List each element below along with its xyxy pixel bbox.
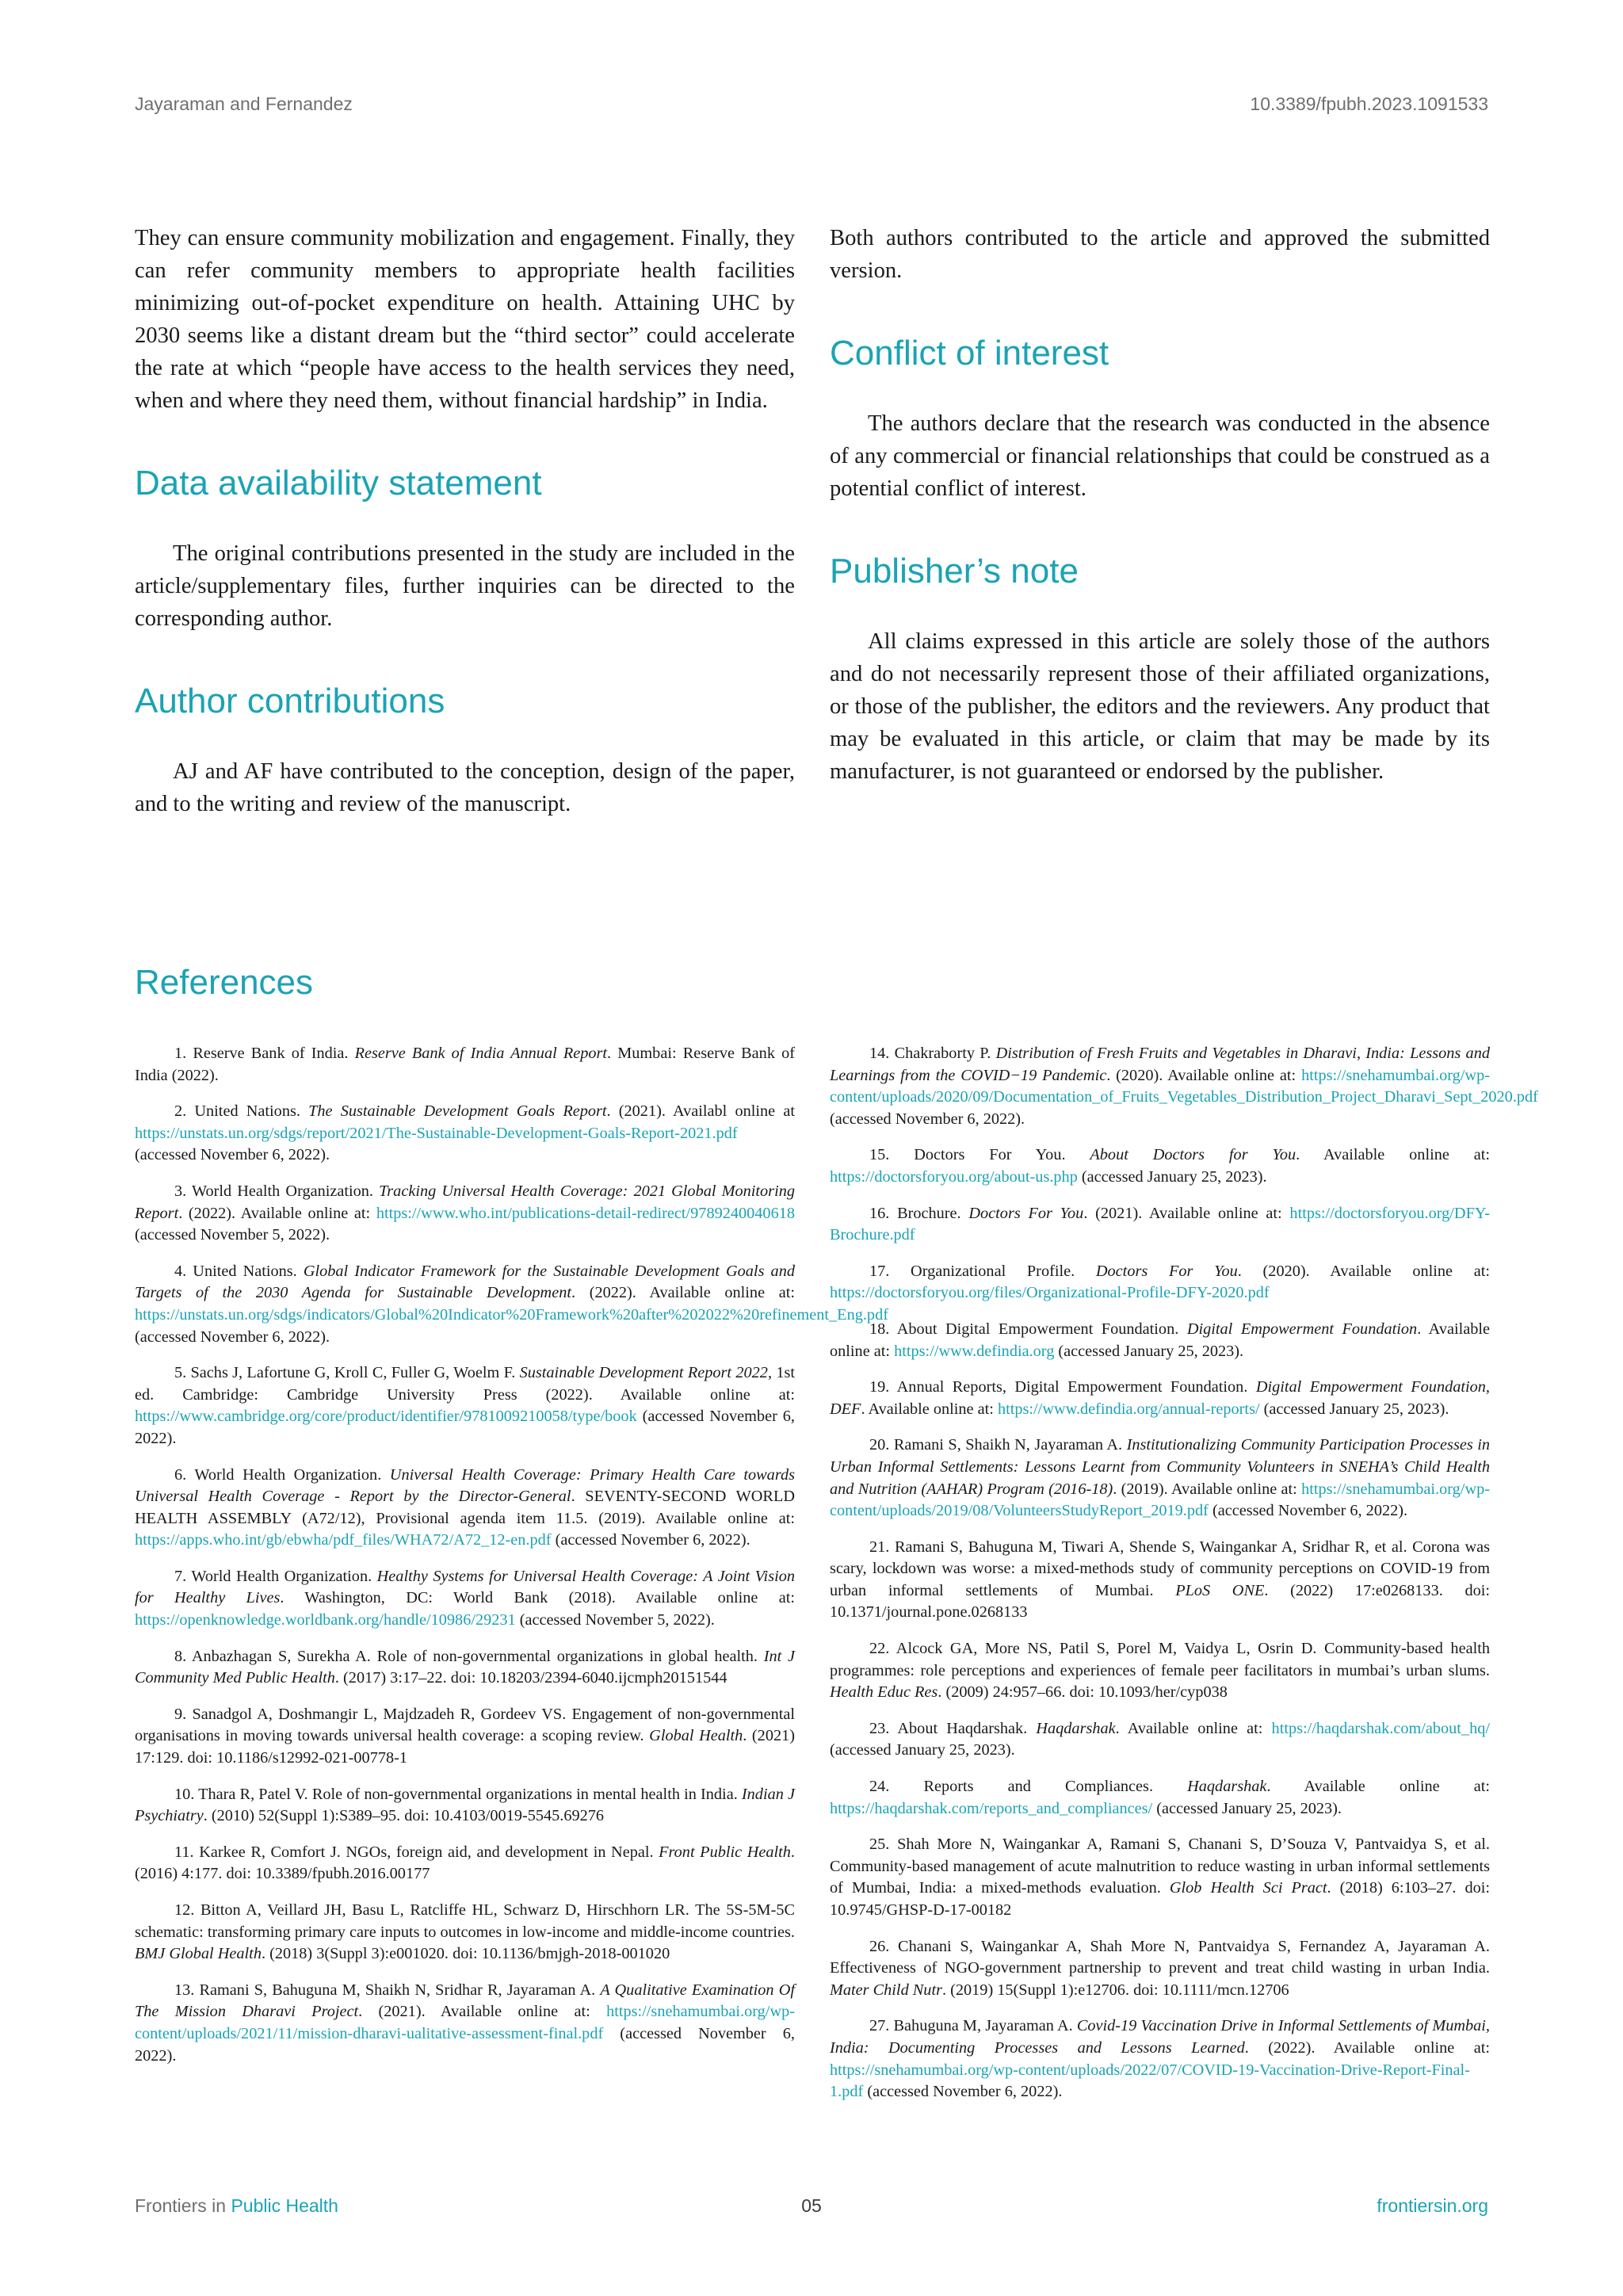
publishers-note-heading: Publisher’s note <box>830 552 1079 590</box>
reference-title: Healthy Systems for Universal Health Coverage: A Joint Vision for Healthy Lives <box>135 1567 796 1607</box>
reference-details: . (2017) 3:17–22. doi: 10.18203/2394-6040.ijcmph20151544 <box>334 1669 727 1687</box>
reference-details: . (2018) 6:103–27. doi: 10.9745/GHSP-D-17-00182 <box>830 1879 1491 1919</box>
reference-details: . (2010) 52(Suppl 1):S389–95. doi: 10.4103/0019-5545.69276 <box>203 1807 605 1825</box>
reference-accessed: (accessed January 25, 2023). <box>1077 1167 1267 1186</box>
reference-authors: 26. Chanani S, Waingankar A, Shah More N, Pantvaidya S, Fernandez A, Jayaraman A. Effectiveness of NGO-government partnership to prevent and treat child wasting in urban India. <box>830 1937 1490 1977</box>
reference-accessed: (accessed January 25, 2023). <box>830 1741 1015 1759</box>
reference-details: . SEVENTY-SECOND WORLD HEALTH ASSEMBLY (A72/12), Provisional agenda item 11.5. (2019). Available online at: <box>135 1488 795 1527</box>
reference-accessed: (accessed November 6, 2022). <box>830 1110 1025 1128</box>
reference-authors: 13. Ramani S, Bahuguna M, Shaikh N, Sridhar R, Jayaraman A. <box>174 1981 601 1999</box>
reference-title: Mater Child Nutr <box>830 1981 942 1999</box>
reference-item <box>830 1377 1490 1420</box>
reference-authors: 5. Sachs J, Lafortune G, Kroll C, Fuller G, Woelm F. <box>174 1364 520 1382</box>
reference-title: A Qualitative Examination Of The Mission Dharavi Project <box>135 1981 796 2021</box>
reference-item <box>830 1776 1490 1820</box>
author-contributions-text: AJ and AF have contributed to the conception, design of the paper, and to the writing and review of the manuscript. <box>135 759 795 816</box>
reference-item <box>830 1936 1490 2002</box>
left-column <box>135 222 795 820</box>
reference-link[interactable]: https://www.who.int/publications-detail-redirect/9789240040618 <box>376 1204 795 1222</box>
reference-title: Haqdarshak <box>1187 1778 1267 1796</box>
reference-item <box>830 1537 1490 1624</box>
reference-authors: 8. Anbazhagan S, Surekha A. Role of non-governmental organizations in global health. <box>174 1647 764 1665</box>
reference-authors: 11. Karkee R, Comfort J. NGOs, foreign aid, and development in Nepal. <box>174 1843 659 1861</box>
reference-details: . (2020). Available online at: <box>1237 1262 1490 1280</box>
reference-title: Front Public Health <box>659 1843 791 1861</box>
reference-title: BMJ Global Health <box>135 1945 262 1963</box>
reference-details: . (2018) 3(Suppl 3):e001020. doi: 10.1136/bmjgh-2018-001020 <box>261 1945 670 1963</box>
reference-authors: 6. World Health Organization. <box>174 1465 390 1484</box>
reference-authors: 27. Bahuguna M, Jayaraman A. <box>869 2017 1077 2035</box>
reference-authors: 3. World Health Organization. <box>174 1182 380 1200</box>
reference-authors: 7. World Health Organization. <box>174 1567 377 1585</box>
reference-title: Institutionalizing Community Participation Processes in Urban Informal Settlements: Lessons Learnt from Community Volunteers in SNEHA’s Child Health and Nutrition (AAHAR) Program (2016-18) <box>830 1436 1491 1498</box>
reference-link[interactable]: https://apps.who.int/gb/ebwha/pdf_files/WHA72/A72_12-en.pdf <box>135 1531 552 1549</box>
reference-item <box>135 1842 795 1885</box>
reference-title: Covid-19 Vaccination Drive in Informal Settlements of Mumbai, India: Documenting Processes and Lessons Learned <box>830 2017 1490 2057</box>
page-footer <box>135 2195 1488 2219</box>
running-authors: Jayaraman and Fernandez <box>135 94 353 114</box>
reference-details: . (2022). Available online at: <box>178 1204 376 1222</box>
reference-accessed: (accessed November 5, 2022). <box>515 1611 715 1629</box>
reference-details: . (2022). Available online at: <box>1244 2038 1490 2057</box>
reference-item <box>135 1261 888 1348</box>
reference-item <box>830 1718 1490 1762</box>
reference-accessed: (accessed January 25, 2023). <box>1152 1799 1342 1817</box>
reference-link[interactable]: https://snehamumbai.org/wp-content/uploads/2019/08/VolunteersStudyReport_2019.pdf <box>830 1480 1490 1520</box>
reference-title: Sustainable Development Report 2022 <box>519 1364 768 1382</box>
site-link[interactable]: frontiersin.org <box>1377 2195 1488 2216</box>
reference-title: Reserve Bank of India Annual Report <box>354 1045 608 1062</box>
reference-link[interactable]: https://www.defindia.org/annual-reports/ <box>997 1400 1260 1418</box>
reference-title: Digital Empowerment Foundation, DEF <box>830 1378 1490 1418</box>
reference-title: Digital Empowerment Foundation <box>1186 1320 1418 1338</box>
reference-authors: 16. Brochure. <box>869 1204 969 1222</box>
reference-details: . Available online at: <box>861 1400 998 1418</box>
reference-details: . (2016) 4:177. doi: 10.3389/fpubh.2016.00177 <box>135 1843 795 1883</box>
reference-link[interactable]: https://www.defindia.org <box>894 1342 1055 1360</box>
reference-authors: 9. Sanadgol A, Doshmangir L, Majdzadeh R, Gordeev VS. Engagement of non-governmental organisations in moving towards universal health coverage: a scoping review. <box>135 1705 795 1745</box>
reference-authors: 22. Alcock GA, More NS, Patil S, Porel M, Vaidya L, Osrin D. Community-based health programmes: role perceptions and experiences of female peer facilitators in mumbai’s urban slums. <box>830 1640 1490 1679</box>
reference-title: Int J Community Med Public Health <box>135 1647 795 1687</box>
reference-item <box>830 1638 1490 1704</box>
reference-accessed: (accessed November 6, 2022). <box>135 1408 795 1447</box>
reference-item <box>135 1362 795 1450</box>
conflict-of-interest-text: The authors declare that the research was conducted in the absence of any commercial or financial relationships that could be construed as a potential conflict of interest. <box>830 411 1490 501</box>
page-number: 05 <box>801 2195 822 2216</box>
approval-text: Both authors contributed to the article and approved the submitted version. <box>830 226 1490 283</box>
reference-authors: 14. Chakraborty P. <box>869 1045 996 1062</box>
reference-link[interactable]: https://snehamumbai.org/wp-content/uploads/2022/07/COVID-19-Vaccination-Drive-Report-Final-1.pdf <box>830 2061 1470 2101</box>
reference-title: Tracking Universal Health Coverage: 2021 Global Monitoring Report <box>135 1182 795 1222</box>
reference-title: Doctors For You <box>1095 1262 1238 1280</box>
reference-accessed: (accessed January 25, 2023). <box>1259 1400 1449 1418</box>
reference-item <box>830 1435 1490 1522</box>
reference-link[interactable]: https://unstats.un.org/sdgs/indicators/Global%20Indicator%20Framework%20after%202022%20refinement_Eng.pdf <box>135 1305 888 1324</box>
reference-item <box>135 1784 795 1828</box>
reference-link[interactable]: https://snehamumbai.org/wp-content/uploads/2021/11/mission-dharavi-ualitative-assessment-final.pdf <box>135 2003 795 2042</box>
reference-details: . (2022) 17:e0268133. doi: 10.1371/journal.pone.0268133 <box>830 1581 1490 1622</box>
reference-details: . (2022). Available online at: <box>571 1284 795 1302</box>
reference-title: Indian J Psychiatry <box>135 1785 795 1825</box>
reference-authors: 2. United Nations. <box>174 1102 309 1121</box>
reference-item <box>135 1181 795 1247</box>
reference-item <box>135 1980 795 2067</box>
reference-item <box>135 1646 795 1690</box>
reference-authors: 17. Organizational Profile. <box>869 1262 1096 1280</box>
reference-title: Universal Health Coverage: Primary Health Care towards Universal Health Coverage - Report by the Director-General <box>135 1465 795 1506</box>
reference-title: Doctors For You <box>968 1204 1084 1222</box>
reference-link[interactable]: https://haqdarshak.com/about_hq/ <box>1271 1719 1490 1737</box>
author-contributions-heading: Author contributions <box>135 682 445 720</box>
reference-item <box>830 1834 1490 1921</box>
reference-title: Global Health <box>649 1727 743 1745</box>
reference-item <box>830 1144 1490 1188</box>
reference-accessed: (accessed November 6, 2022). <box>1208 1502 1408 1520</box>
reference-details: . (2021). Availabl online at <box>606 1102 795 1121</box>
reference-details: . Available online at: <box>1296 1146 1490 1164</box>
right-column <box>830 222 1490 788</box>
conflict-of-interest-heading: Conflict of interest <box>830 334 1109 372</box>
reference-authors: 21. Ramani S, Bahuguna M, Tiwari A, Shende S, Waingankar A, Sridhar R, et al. Corona was scary, lockdown was worse: a mixed-methods study of community perceptions on COVID-19 from urban informal settlements of Mumbai. <box>830 1538 1490 1599</box>
reference-title: Distribution of Fresh Fruits and Vegetables in Dharavi, India: Lessons and Learnings from the COVID−19 Pandemic <box>830 1045 1490 1084</box>
reference-authors: 12. Bitton A, Veillard JH, Basu L, Ratcliffe HL, Schwarz D, Hirschhorn LR. The 5S-5M-5C schematic: transforming primary care inputs to outcomes in low-income and middle-income countries. <box>135 1901 795 1941</box>
reference-item <box>135 1043 795 1087</box>
reference-item <box>135 1900 795 1966</box>
reference-details: . Mumbai: Reserve Bank of India (2022). <box>135 1045 795 1084</box>
reference-authors: 25. Shah More N, Waingankar A, Ramani S, Chanani S, D’Souza V, Pantvaidya S, et al. Community-based management of acute malnutrition to reduce wasting in urban informal settlements of Mumbai, India: a mixed-methods evaluation. <box>830 1836 1490 1897</box>
reference-link[interactable]: https://doctorsforyou.org/files/Organizational-Profile-DFY-2020.pdf <box>830 1284 1270 1302</box>
reference-authors: 15. Doctors For You. <box>869 1146 1090 1164</box>
reference-details: . (2019) 15(Suppl 1):e12706. doi: 10.1111/mcn.12706 <box>941 1981 1289 1999</box>
journal-title: Public Health <box>231 2195 338 2216</box>
reference-title: The Sustainable Development Goals Report <box>308 1102 607 1121</box>
reference-item <box>135 1101 795 1167</box>
frontiers-in-label: Frontiers in <box>135 2195 231 2216</box>
reference-item <box>830 1203 1490 1247</box>
data-availability-text: The original contributions presented in the study are included in the article/supplementary files, further inquiries can be directed to the corresponding author. <box>135 541 795 631</box>
reference-item <box>830 1043 1538 1130</box>
reference-details: . Available online at: <box>830 1320 1491 1360</box>
reference-title: About Doctors for You <box>1090 1146 1296 1164</box>
reference-item <box>135 1704 795 1770</box>
reference-details: . Washington, DC: World Bank (2018). Available online at: <box>280 1589 795 1607</box>
reference-authors: 4. United Nations. <box>174 1262 304 1280</box>
reference-authors: 19. Annual Reports, Digital Empowerment Foundation. <box>869 1378 1256 1396</box>
reference-title: Haqdarshak <box>1036 1719 1116 1737</box>
publishers-note-text: All claims expressed in this article are solely those of the authors and do not necessarily represent those of their affiliated organizations, or those of the publisher, the editors and the reviewers. Any product that may be evaluated in this article, or claim that may be made by its manufacturer, is not guaranteed or endorsed by the publisher. <box>830 629 1490 784</box>
reference-link[interactable]: https://openknowledge.worldbank.org/handle/10986/29231 <box>135 1611 516 1629</box>
data-availability-heading: Data availability statement <box>135 464 542 502</box>
reference-item <box>830 1261 1490 1305</box>
intro-paragraph: They can ensure community mobilization and engagement. Finally, they can refer community members to appropriate health facilities minimizing out-of-pocket expenditure on health. Attaining UHC by 2030 seems like a distant dream but the “third sector” could accelerate the rate at which “people have access to the health services they need, when and where they need them, without financial hardship” in India. <box>135 226 795 413</box>
reference-accessed: (accessed November 6, 2022). <box>135 1146 330 1164</box>
reference-link[interactable]: https://snehamumbai.org/wp-content/uploads/2020/09/Documentation_of_Fruits_Vegetables_Distribution_Project_Dharavi_Sept_2020.pdf <box>830 1066 1538 1106</box>
reference-details: . (2021). Available online at: <box>358 2003 607 2021</box>
doi-link[interactable]: 10.3389/fpubh.2023.1091533 <box>1250 94 1488 114</box>
reference-details: . (2021) 17:129. doi: 10.1186/s12992-021-00778-1 <box>135 1727 795 1767</box>
reference-details: . Available online at: <box>1266 1778 1490 1796</box>
reference-accessed: (accessed November 6, 2022). <box>135 1328 330 1346</box>
page-header <box>135 94 1488 117</box>
reference-accessed: (accessed November 6, 2022). <box>135 2024 795 2065</box>
reference-link[interactable]: https://www.cambridge.org/core/product/identifier/9781009210058/type/book <box>135 1408 637 1426</box>
reference-details: . (2019). Available online at: <box>1113 1480 1302 1498</box>
reference-title: Health Educ Res <box>830 1683 938 1702</box>
reference-authors: 24. Reports and Compliances. <box>869 1778 1188 1796</box>
reference-details: . (2021). Available online at: <box>1083 1204 1290 1222</box>
reference-authors: 23. About Haqdarshak. <box>869 1719 1037 1737</box>
reference-accessed: (accessed November 5, 2022). <box>135 1226 330 1244</box>
reference-title: Global Indicator Framework for the Sustainable Development Goals and Targets of the 2030 Agenda for Sustainable Development <box>135 1262 795 1302</box>
reference-authors: 20. Ramani S, Shaikh N, Jayaraman A. <box>869 1436 1127 1454</box>
reference-item <box>830 2015 1490 2103</box>
reference-accessed: (accessed January 25, 2023). <box>1054 1342 1244 1360</box>
reference-title: PLoS ONE <box>1175 1581 1265 1599</box>
reference-details: . (2020). Available online at: <box>1106 1066 1302 1084</box>
reference-link[interactable]: https://unstats.un.org/sdgs/report/2021/The-Sustainable-Development-Goals-Report-2021.pdf <box>135 1124 738 1142</box>
reference-link[interactable]: https://doctorsforyou.org/about-us.php <box>830 1167 1078 1186</box>
reference-title: Glob Health Sci Pract <box>1169 1879 1327 1897</box>
reference-accessed: (accessed November 6, 2022). <box>551 1531 750 1549</box>
reference-authors: 18. About Digital Empowerment Foundation. <box>869 1320 1187 1338</box>
reference-details: . (2009) 24:957–66. doi: 10.1093/her/cyp038 <box>938 1683 1228 1702</box>
reference-item <box>830 1319 1490 1362</box>
reference-link[interactable]: https://doctorsforyou.org/DFY-Brochure.pdf <box>830 1204 1490 1244</box>
reference-link[interactable]: https://haqdarshak.com/reports_and_compliances/ <box>830 1799 1153 1817</box>
references-heading: References <box>135 963 314 1002</box>
reference-item <box>135 1465 795 1552</box>
reference-details: . Available online at: <box>1115 1719 1272 1737</box>
reference-accessed: (accessed November 6, 2022). <box>863 2083 1063 2101</box>
references-list-right <box>830 1043 1538 2118</box>
reference-details: , 1st ed. Cambridge: Cambridge University Press (2022). Available online at: <box>135 1364 796 1404</box>
reference-authors: 10. Thara R, Patel V. Role of non-governmental organizations in mental health in India. <box>174 1785 742 1803</box>
reference-authors: 1. Reserve Bank of India. <box>174 1045 355 1062</box>
reference-item <box>135 1566 795 1632</box>
